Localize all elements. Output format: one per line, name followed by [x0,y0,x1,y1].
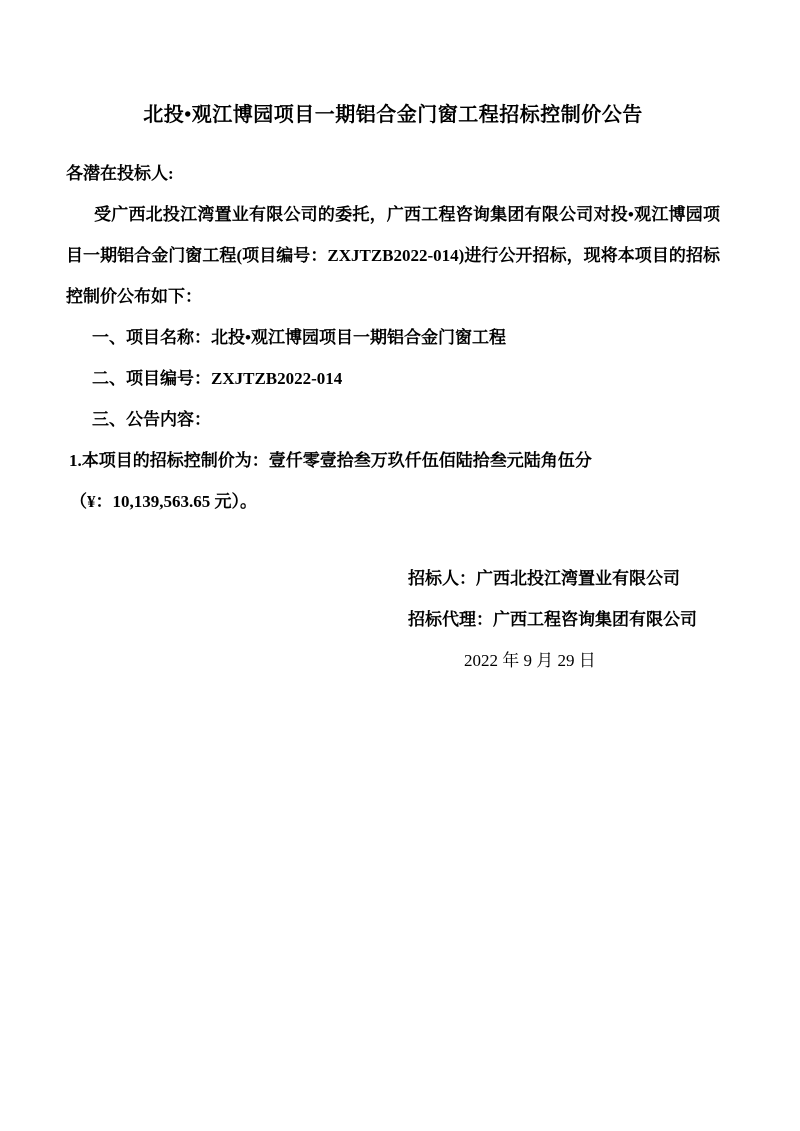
signature-agent: 招标代理：广西工程咨询集团有限公司 [408,610,697,629]
doc-title: 北投•观江博园项目一期铝合金门窗工程招标控制价公告 [143,104,643,126]
item-announcement-content: 三、公告内容： [92,410,211,429]
doc-body [66,153,720,681]
signature-block [66,558,720,681]
signature-date: 2022 年 9 月 29 日 [464,651,596,670]
control-price-line: 1.本项目的招标控制价为：壹仟零壹拾叁万玖仟伍佰陆拾叁元陆角伍分 [69,451,592,470]
item-project-number: 二、项目编号：ZXJTZB2022-014 [92,369,343,388]
intro-paragraph: 受广西北投江湾置业有限公司的委托，广西工程咨询集团有限公司对投•观江博园项目一期铝合金门窗工程(项目编号：ZXJTZB2022-014)进行公开招标，现将本项目的招标控制价公布如下： [66,205,720,306]
item-list [66,317,720,440]
signature-tenderer: 招标人：广西北投江湾置业有限公司 [408,569,680,588]
salutation: 各潜在投标人: [66,164,174,183]
control-price-amount: （¥：10,139,563.65 元）。 [70,492,257,511]
item-project-name: 一、项目名称：北投•观江博园项目一期铝合金门窗工程 [92,328,506,347]
